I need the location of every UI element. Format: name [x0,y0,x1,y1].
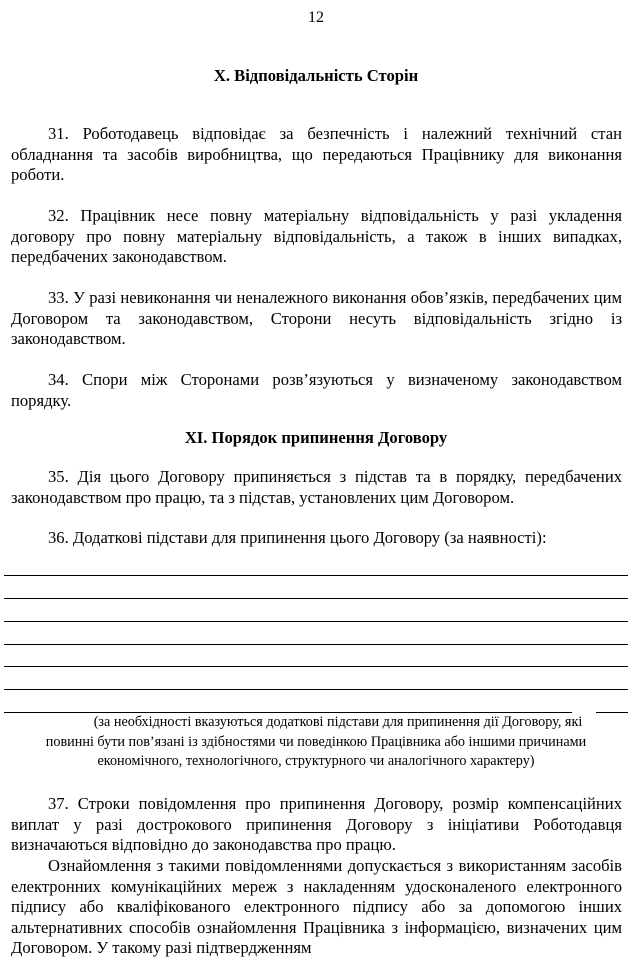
note-line-2: повинні бути пов’язані із здібностями чи поведінкою Працівника або іншими причинами [45,733,587,750]
blank-line[interactable] [4,644,628,645]
paragraph-37: 37. Строки повідомлення про припинення Договору, розмір компенсаційних виплат у разі дострокового припинення Договору з ініціативи Роботодавця визначаються відповідно до законодавства про працю. [11,794,622,854]
paragraph-35: 35. Дія цього Договору припиняється з підстав та в порядку, передбачених законодавством про працю, та з підстав, установлених цим Договором. [11,467,622,507]
paragraph-31: 31. Роботодавець відповідає за безпечність і належний технічний стан обладнання та засобів виробництва, що передаються Працівнику для виконання роботи. [11,124,622,184]
blank-line[interactable] [4,689,628,690]
paragraph-37-continuation: Ознайомлення з такими повідомленнями допускається з використанням засобів електронних комунікаційних мереж з накладенням удосконаленого електронного підпису або кваліфікованого електронного підпису або за допомогою інших альтернативних способів ознайомлення Працівника з інформацією, визначених цим Договором. У такому разі підтвердженням [11,856,622,957]
paragraph-34: 34. Спори між Сторонами розв’язуються у визначеному законодавством порядку. [11,370,622,410]
blank-line[interactable] [4,575,628,576]
section-heading-x: X. Відповідальність Сторін [213,66,419,85]
note-line-1: (за необхідності вказуються додаткові підстави для припинення дії Договору, які [93,714,583,730]
paragraph-36: 36. Додаткові підстави для припинення цього Договору (за наявності): [48,528,547,547]
paragraph-32: 32. Працівник несе повну матеріальну відповідальність у разі укладення договору про повну матеріальну відповідальність, а також в інших випадках, передбачених законодавством. [11,206,622,266]
note-line-3: економічного, технологічного, структурного чи аналогічного характеру) [97,753,535,769]
blank-line[interactable] [4,621,628,622]
page-number: 12 [308,9,324,26]
explanatory-note [0,713,632,772]
section-heading-xi: XI. Порядок припинення Договору [184,428,448,447]
paragraph-33: 33. У разі невиконання чи неналежного виконання обов’язків, передбачених цим Договором та законодавством, Сторони несуть відповідальність згідно із законодавством. [11,288,622,348]
blank-line[interactable] [4,666,628,667]
blank-line[interactable] [4,598,628,599]
